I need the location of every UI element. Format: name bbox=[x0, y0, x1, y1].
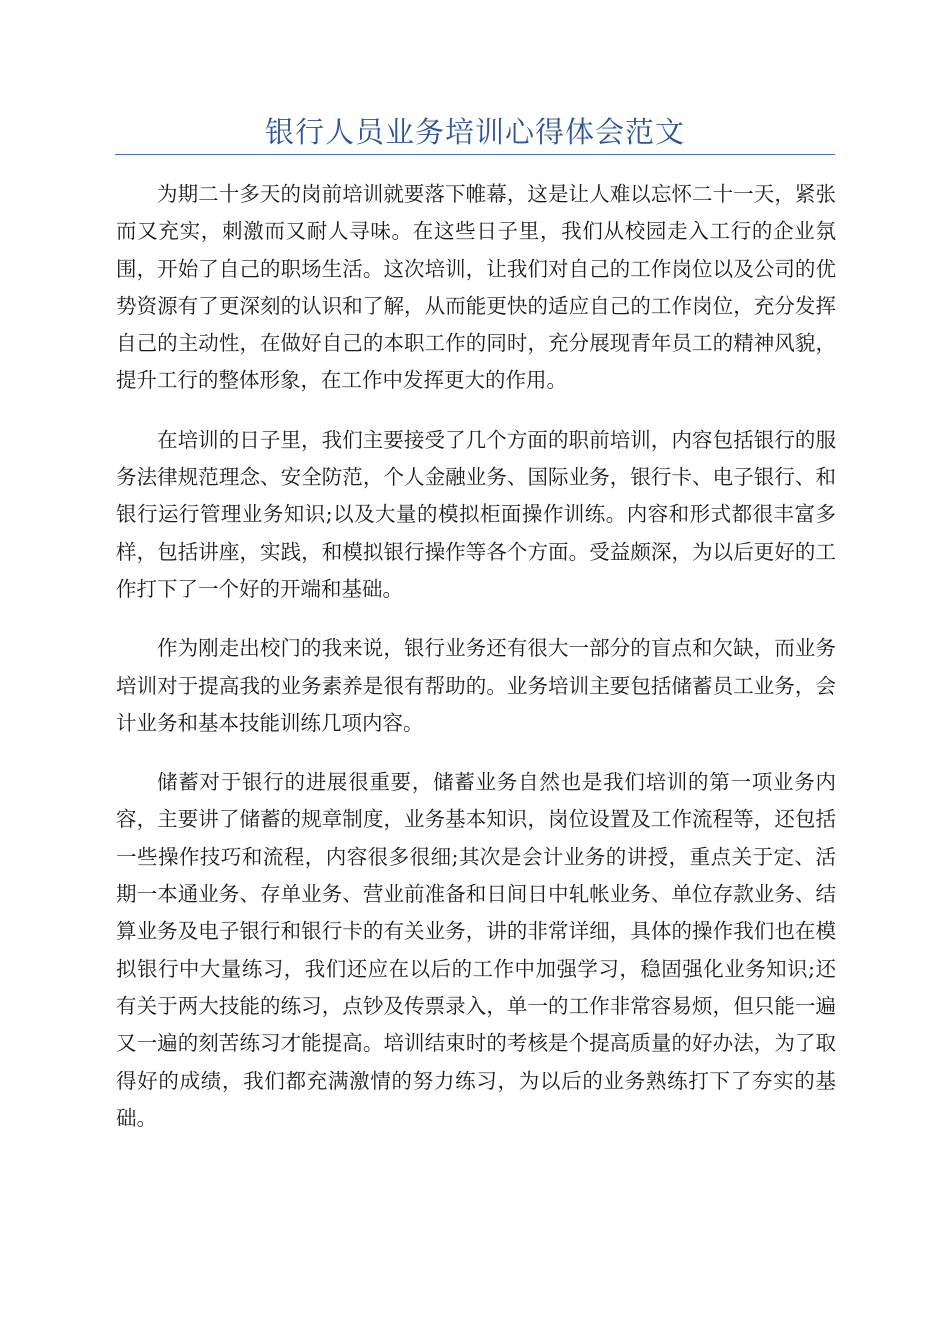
paragraph-3: 作为刚走出校门的我来说，银行业务还有很大一部分的盲点和欠缺，而业务培训对于提高我的业务素养是很有帮助的。业务培训主要包括储蓄员工业务，会计业务和基本技能训练几项内容。 bbox=[116, 636, 836, 735]
paragraph-1: 为期二十多天的岗前培训就要落下帷幕，这是让人难以忘怀二十一天，紧张而又充实，刺激而又耐人寻味。在这些日子里，我们从校园走入工行的企业氛围，开始了自己的职场生活。这次培训，让我们对自己的工作岗位以及公司的优势资源有了更深刻的认识和了解，从而能更快的适应自己的工作岗位，充分发挥自己的主动性，在做好自己的本职工作的同时，充分展现青年员工的精神风貌，提升工行的整体形象，在工作中发挥更大的作用。 bbox=[116, 182, 836, 393]
title-underline bbox=[115, 154, 835, 155]
paragraph-4: 储蓄对于银行的进展很重要，储蓄业务自然也是我们培训的第一项业务内容，主要讲了储蓄的规章制度，业务基本知识，岗位设置及工作流程等，还包括一些操作技巧和流程，内容很多很细;其次是会计业务的讲授，重点关于定、活期一本通业务、存单业务、营业前准备和日间日中轧帐业务、单位存款业务、结算业务及电子银行和银行卡的有关业务，讲的非常详细，具体的操作我们也在模拟银行中大量练习，我们还应在以后的工作中加强学习，稳固强化业务知识;还有关于两大技能的练习，点钞及传票录入，单一的工作非常容易烦，但只能一遍又一遍的刻苦练习才能提高。培训结束时的考核是个提高质量的好办法，为了取得好的成绩，我们都充满激情的努力练习，为以后的业务熟练打下了夯实的基础。 bbox=[116, 770, 836, 1130]
document-title: 银行人员业务培训心得体会范文 bbox=[264, 115, 685, 149]
paragraph-2: 在培训的日子里，我们主要接受了几个方面的职前培训，内容包括银行的服务法律规范理念、安全防范，个人金融业务、国际业务，银行卡、电子银行、和银行运行管理业务知识;以及大量的模拟柜面操作训练。内容和形式都很丰富多样，包括讲座，实践，和模拟银行操作等各个方面。受益颇深，为以后更好的工作打下了一个好的开端和基础。 bbox=[116, 427, 836, 601]
document-body bbox=[116, 176, 836, 1159]
